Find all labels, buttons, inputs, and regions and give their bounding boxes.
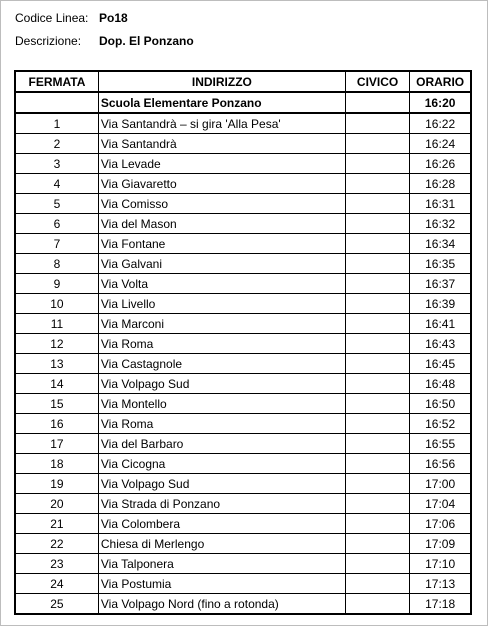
table-row xyxy=(15,454,471,474)
cell-orario: 16:34 xyxy=(410,234,471,254)
cell-indirizzo: Via Cicogna xyxy=(98,454,345,474)
cell-orario: 16:41 xyxy=(410,314,471,334)
cell-orario: 16:20 xyxy=(410,92,471,113)
cell-orario: 16:55 xyxy=(410,434,471,454)
table-row xyxy=(15,594,471,615)
cell-indirizzo: Via Marconi xyxy=(98,314,345,334)
table-row xyxy=(15,394,471,414)
cell-civico xyxy=(345,574,409,594)
cell-fermata: 3 xyxy=(15,154,98,174)
cell-indirizzo: Via Volta xyxy=(98,274,345,294)
table-row xyxy=(15,434,471,454)
cell-civico xyxy=(345,92,409,113)
cell-indirizzo: Via Colombera xyxy=(98,514,345,534)
cell-indirizzo: Scuola Elementare Ponzano xyxy=(98,92,345,113)
cell-civico xyxy=(345,454,409,474)
cell-orario: 16:31 xyxy=(410,194,471,214)
cell-civico xyxy=(345,154,409,174)
cell-orario: 17:09 xyxy=(410,534,471,554)
line-code-row xyxy=(15,11,128,25)
cell-indirizzo: Via Santandrà – si gira 'Alla Pesa' xyxy=(98,113,345,134)
cell-civico xyxy=(345,594,409,615)
cell-indirizzo: Via Volpago Sud xyxy=(98,474,345,494)
cell-indirizzo: Via Livello xyxy=(98,294,345,314)
cell-orario: 16:39 xyxy=(410,294,471,314)
description-label: Descrizione: xyxy=(15,34,82,48)
cell-fermata: 2 xyxy=(15,134,98,154)
header-civico: CIVICO xyxy=(345,71,409,92)
cell-fermata: 18 xyxy=(15,454,98,474)
table-row xyxy=(15,554,471,574)
cell-indirizzo: Via Roma xyxy=(98,414,345,434)
table-row xyxy=(15,514,471,534)
cell-fermata: 7 xyxy=(15,234,98,254)
cell-civico xyxy=(345,274,409,294)
cell-fermata: 23 xyxy=(15,554,98,574)
cell-indirizzo: Via Castagnole xyxy=(98,354,345,374)
cell-fermata: 21 xyxy=(15,514,98,534)
cell-civico xyxy=(345,494,409,514)
cell-indirizzo: Via Volpago Sud xyxy=(98,374,345,394)
cell-fermata: 22 xyxy=(15,534,98,554)
cell-fermata: 24 xyxy=(15,574,98,594)
cell-indirizzo: Via Comisso xyxy=(98,194,345,214)
cell-fermata: 25 xyxy=(15,594,98,615)
cell-fermata: 4 xyxy=(15,174,98,194)
cell-orario: 17:13 xyxy=(410,574,471,594)
table-body xyxy=(15,92,471,614)
description-row xyxy=(15,34,194,48)
cell-fermata: 8 xyxy=(15,254,98,274)
cell-orario: 17:18 xyxy=(410,594,471,615)
table-row xyxy=(15,194,471,214)
cell-orario: 17:04 xyxy=(410,494,471,514)
cell-orario: 16:52 xyxy=(410,414,471,434)
cell-fermata: 10 xyxy=(15,294,98,314)
description-value: Dop. El Ponzano xyxy=(99,34,194,48)
cell-civico xyxy=(345,394,409,414)
cell-fermata: 13 xyxy=(15,354,98,374)
cell-fermata: 14 xyxy=(15,374,98,394)
cell-fermata: 15 xyxy=(15,394,98,414)
cell-fermata: 6 xyxy=(15,214,98,234)
cell-indirizzo: Via Giavaretto xyxy=(98,174,345,194)
table-row xyxy=(15,174,471,194)
cell-fermata xyxy=(15,92,98,113)
cell-indirizzo: Via Volpago Nord (fino a rotonda) xyxy=(98,594,345,615)
table-row xyxy=(15,294,471,314)
cell-civico xyxy=(345,234,409,254)
cell-orario: 16:22 xyxy=(410,113,471,134)
cell-civico xyxy=(345,174,409,194)
table-row xyxy=(15,134,471,154)
table-row xyxy=(15,534,471,554)
cell-civico xyxy=(345,214,409,234)
cell-indirizzo: Via Strada di Ponzano xyxy=(98,494,345,514)
cell-orario: 16:48 xyxy=(410,374,471,394)
table-row xyxy=(15,113,471,134)
cell-civico xyxy=(345,514,409,534)
cell-indirizzo: Via del Mason xyxy=(98,214,345,234)
cell-orario: 16:35 xyxy=(410,254,471,274)
cell-orario: 16:56 xyxy=(410,454,471,474)
cell-fermata: 11 xyxy=(15,314,98,334)
cell-fermata: 9 xyxy=(15,274,98,294)
cell-orario: 16:50 xyxy=(410,394,471,414)
cell-fermata: 19 xyxy=(15,474,98,494)
table-row xyxy=(15,334,471,354)
cell-fermata: 17 xyxy=(15,434,98,454)
cell-indirizzo: Via Montello xyxy=(98,394,345,414)
cell-fermata: 20 xyxy=(15,494,98,514)
cell-civico xyxy=(345,474,409,494)
cell-indirizzo: Via del Barbaro xyxy=(98,434,345,454)
cell-fermata: 16 xyxy=(15,414,98,434)
line-code-label: Codice Linea: xyxy=(15,11,89,25)
table-row xyxy=(15,354,471,374)
line-code-value: Po18 xyxy=(99,11,128,25)
cell-civico xyxy=(345,534,409,554)
cell-orario: 16:43 xyxy=(410,334,471,354)
table-row xyxy=(15,414,471,434)
table-row xyxy=(15,154,471,174)
cell-civico xyxy=(345,434,409,454)
table-row xyxy=(15,234,471,254)
cell-indirizzo: Via Levade xyxy=(98,154,345,174)
table-row xyxy=(15,274,471,294)
cell-civico xyxy=(345,354,409,374)
cell-indirizzo: Via Talponera xyxy=(98,554,345,574)
cell-orario: 16:26 xyxy=(410,154,471,174)
header-indirizzo: INDIRIZZO xyxy=(98,71,345,92)
cell-civico xyxy=(345,554,409,574)
cell-civico xyxy=(345,134,409,154)
cell-indirizzo: Via Galvani xyxy=(98,254,345,274)
cell-orario: 16:32 xyxy=(410,214,471,234)
table-row xyxy=(15,574,471,594)
table-row xyxy=(15,494,471,514)
cell-indirizzo: Chiesa di Merlengo xyxy=(98,534,345,554)
cell-civico xyxy=(345,314,409,334)
header-fermata: FERMATA xyxy=(15,71,98,92)
table-row xyxy=(15,254,471,274)
table-row xyxy=(15,314,471,334)
cell-civico xyxy=(345,254,409,274)
cell-civico xyxy=(345,414,409,434)
cell-fermata: 5 xyxy=(15,194,98,214)
cell-indirizzo: Via Santandrà xyxy=(98,134,345,154)
table-header-row xyxy=(15,71,471,92)
cell-fermata: 1 xyxy=(15,113,98,134)
cell-indirizzo: Via Postumia xyxy=(98,574,345,594)
schedule-table xyxy=(14,70,472,615)
cell-orario: 16:45 xyxy=(410,354,471,374)
table-row xyxy=(15,92,471,113)
cell-civico xyxy=(345,113,409,134)
cell-civico xyxy=(345,334,409,354)
cell-civico xyxy=(345,194,409,214)
cell-civico xyxy=(345,294,409,314)
cell-orario: 17:00 xyxy=(410,474,471,494)
cell-fermata: 12 xyxy=(15,334,98,354)
cell-indirizzo: Via Roma xyxy=(98,334,345,354)
cell-orario: 17:10 xyxy=(410,554,471,574)
table-row xyxy=(15,214,471,234)
cell-orario: 17:06 xyxy=(410,514,471,534)
cell-orario: 16:24 xyxy=(410,134,471,154)
cell-orario: 16:28 xyxy=(410,174,471,194)
table-row xyxy=(15,374,471,394)
cell-civico xyxy=(345,374,409,394)
cell-indirizzo: Via Fontane xyxy=(98,234,345,254)
table-row xyxy=(15,474,471,494)
cell-orario: 16:37 xyxy=(410,274,471,294)
header-orario: ORARIO xyxy=(410,71,471,92)
